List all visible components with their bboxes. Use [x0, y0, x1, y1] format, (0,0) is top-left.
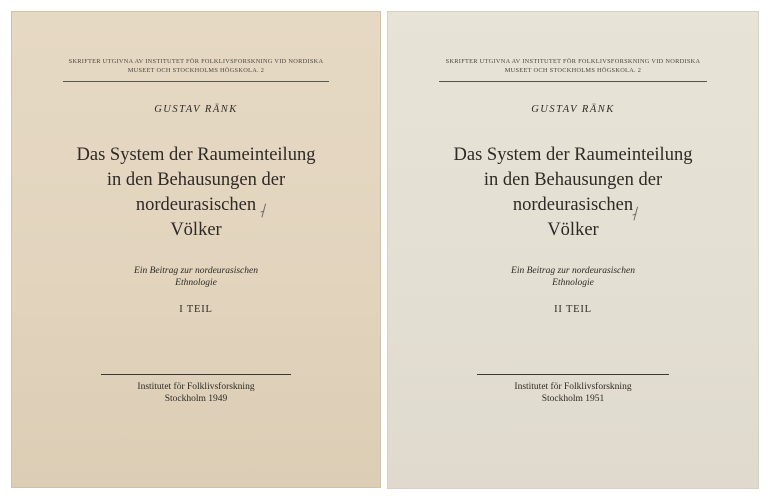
- book-title-line: in den Behausungen der: [106, 170, 286, 190]
- book-title-line: Völker: [547, 220, 599, 240]
- place-year: Stockholm 1951: [541, 394, 605, 404]
- subtitle-line: Ein Beitrag zur nordeurasischen: [511, 266, 635, 276]
- subtitle-line: Ethnologie: [175, 278, 217, 288]
- series-rule: [63, 81, 329, 82]
- book-title: [51, 143, 341, 243]
- book-title: [427, 143, 719, 243]
- pencil-mark-icon: [259, 203, 267, 219]
- book-subtitle: [427, 265, 719, 289]
- publisher-rule: [101, 374, 291, 375]
- series-statement: SKRIFTER UTGIVNA AV INSTITUTET FÖR FOLKLIVSFORSKNING VID NORDISKA MUSEET OCH STOCKHOLMS HÖGSKOLA. 2: [445, 58, 701, 74]
- publisher-name: Institutet för Folklivsforskning: [514, 382, 632, 392]
- book-title-line: Das System der Raumeinteilung: [76, 145, 316, 165]
- book-title-line: in den Behausungen der: [483, 170, 663, 190]
- author-name: GUSTAV RÄNK: [154, 104, 238, 115]
- subtitle-line: Ethnologie: [552, 278, 594, 288]
- subtitle-line: Ein Beitrag zur nordeurasischen: [134, 266, 258, 276]
- author-name: GUSTAV RÄNK: [531, 104, 615, 115]
- publisher-rule: [477, 374, 669, 375]
- book-title-line: Völker: [170, 220, 222, 240]
- publisher-name: Institutet för Folklivsforskning: [137, 382, 255, 392]
- part-number: II TEIL: [554, 304, 592, 315]
- book-subtitle: [51, 265, 341, 289]
- book-cover-part-1: [11, 11, 381, 488]
- publisher-block: [387, 381, 759, 405]
- book-cover-part-2: [387, 11, 759, 489]
- book-title-line: Das System der Raumeinteilung: [453, 145, 693, 165]
- part-number: I TEIL: [179, 304, 213, 315]
- series-statement: SKRIFTER UTGIVNA AV INSTITUTET FÖR FOLKLIVSFORSKNING VID NORDISKA MUSEET OCH STOCKHOLMS HÖGSKOLA. 2: [68, 58, 324, 74]
- publisher-block: [11, 381, 381, 405]
- book-title-line: nordeurasischen: [512, 195, 634, 215]
- pencil-mark-icon: [631, 206, 639, 222]
- book-title-line: nordeurasischen: [135, 195, 257, 215]
- series-rule: [439, 81, 707, 82]
- place-year: Stockholm 1949: [164, 394, 228, 404]
